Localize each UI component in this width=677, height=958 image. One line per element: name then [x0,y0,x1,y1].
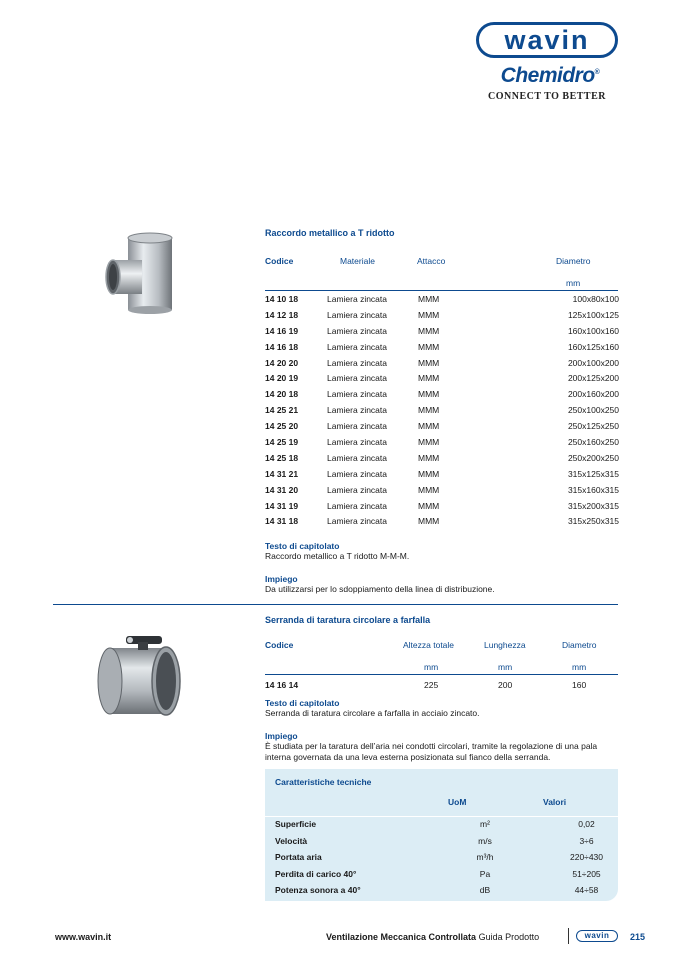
s2-col-lunghezza-header: Lunghezza [484,640,526,650]
features-col-valori: Valori [543,797,567,807]
row-codice: 14 25 18 [265,452,299,463]
s2-altezza-unit: mm [424,662,439,672]
feature-value: 0,02 [578,819,595,830]
row-codice: 14 25 21 [265,405,299,416]
features-title: Caratteristiche tecniche [275,777,372,787]
feature-row [275,866,628,883]
t-fitting-image [100,232,182,314]
row-attacco: MMM [418,325,440,336]
row-codice: 14 12 18 [265,309,299,320]
table-row [265,355,635,371]
table-row [265,370,635,386]
row-attacco: MMM [418,341,440,352]
row-diametro: 160x100x160 [567,325,619,336]
row-attacco: MMM [418,516,440,527]
section1-capitolato-text: Raccordo metallico a T ridotto M-M-M. [265,551,410,561]
row-materiale: Lamiera zincata [327,309,388,320]
row-diametro: 250x100x250 [567,405,619,416]
row-materiale: Lamiera zincata [327,405,388,416]
row-materiale: Lamiera zincata [327,341,388,352]
table-row [265,418,635,434]
feature-uom: m³/h [476,852,494,863]
row-codice: 14 20 19 [265,373,299,384]
row-attacco: MMM [418,357,440,368]
row-codice: 14 31 19 [265,500,299,511]
feature-name: Superficie [275,819,317,830]
table2-rule [265,674,618,675]
features-col-uom: UoM [448,797,467,807]
section1-capitolato-label: Testo di capitolato [265,541,340,551]
row-attacco: MMM [418,436,440,447]
wavin-logo [476,22,618,58]
s2-diametro-unit: mm [572,662,587,672]
feature-name: Perdita di carico 40° [275,868,357,879]
chemidro-logo: Chemidro® [500,64,600,87]
table-row [265,498,635,514]
row-diametro: 100x80x100 [572,293,619,304]
tagline: CONNECT TO BETTER [488,91,606,102]
feature-value: 3÷6 [579,835,594,846]
s2-row-diametro: 160 [572,680,587,690]
table-row [265,466,635,482]
row-materiale: Lamiera zincata [327,484,388,495]
row-codice: 14 10 18 [265,293,299,304]
section-divider [53,604,618,605]
table-row [265,386,635,402]
table-row [265,291,635,307]
row-materiale: Lamiera zincata [327,468,388,479]
feature-name: Portata aria [275,852,322,863]
feature-value: 44÷58 [574,885,599,896]
feature-value: 220÷430 [569,852,604,863]
row-codice: 14 25 19 [265,436,299,447]
s2-row-lunghezza: 200 [498,680,513,690]
row-diametro: 315x125x315 [567,468,619,479]
footer-logo [576,930,618,942]
features-table [275,816,628,899]
feature-row [275,882,628,899]
feature-value: 51÷205 [572,868,601,879]
wavin-logo-text: wavin [504,24,590,55]
row-codice: 14 25 20 [265,421,299,432]
section1-impiego-text: Da utilizzarsi per lo sdoppiamento della linea di distribuzione. [265,584,495,594]
feature-row [275,833,628,850]
row-diametro: 315x250x315 [567,516,619,527]
row-attacco: MMM [418,500,440,511]
section2-title: Serranda di taratura circolare a farfalla [265,615,431,625]
table-row [265,307,635,323]
section2-capitolato-label: Testo di capitolato [265,698,340,708]
feature-row [275,849,628,866]
footer-title-bold: Ventilazione Meccanica Controllata [326,932,477,942]
row-diametro: 125x100x125 [567,309,619,320]
s2-row-codice: 14 16 14 [265,680,299,690]
row-materiale: Lamiera zincata [327,293,388,304]
feature-uom: dB [479,885,491,896]
row-materiale: Lamiera zincata [327,357,388,368]
row-attacco: MMM [418,421,440,432]
row-materiale: Lamiera zincata [327,436,388,447]
row-materiale: Lamiera zincata [327,325,388,336]
footer-url[interactable]: www.wavin.it [55,932,112,942]
page-number: 215 [630,932,646,942]
section1-impiego-label: Impiego [265,574,298,584]
row-diametro: 200x125x200 [567,373,619,384]
row-materiale: Lamiera zincata [327,389,388,400]
row-codice: 14 31 18 [265,516,299,527]
feature-uom: m/s [478,835,492,846]
section1-title: Raccordo metallico a T ridotto [265,228,395,238]
row-diametro: 315x160x315 [567,484,619,495]
row-attacco: MMM [418,309,440,320]
table-row [265,434,635,450]
s2-col-altezza-header: Altezza totale [403,640,455,650]
row-attacco: MMM [418,452,440,463]
table-row [265,323,635,339]
footer-title-normal: Guida Prodotto [478,932,540,942]
chemidro-logo-text: Chemidro [500,64,595,87]
row-diametro: 250x200x250 [567,452,619,463]
damper-image [92,628,192,722]
row-materiale: Lamiera zincata [327,500,388,511]
row-attacco: MMM [418,293,440,304]
footer-separator [568,928,569,944]
row-diametro: 250x160x250 [567,436,619,447]
section2-impiego-line2: interna governata da una leva esterna posizionata sul fianco della serranda. [265,752,551,762]
table-row [265,513,635,529]
row-diametro: 160x125x160 [567,341,619,352]
s2-row-altezza: 225 [424,680,439,690]
s2-col-codice-header: Codice [265,640,294,650]
table-row [265,339,635,355]
s2-col-diametro-header: Diametro [562,640,597,650]
row-attacco: MMM [418,389,440,400]
row-attacco: MMM [418,484,440,495]
col-attacco-header: Attacco [417,256,446,266]
row-materiale: Lamiera zincata [327,452,388,463]
feature-name: Velocità [275,835,308,846]
feature-name: Potenza sonora a 40° [275,885,361,896]
row-diametro: 315x200x315 [567,500,619,511]
row-attacco: MMM [418,405,440,416]
table-row [265,482,635,498]
row-diametro: 200x160x200 [567,389,619,400]
row-materiale: Lamiera zincata [327,516,388,527]
col-diametro-header: Diametro [556,256,591,266]
row-codice: 14 16 19 [265,325,299,336]
section2-impiego-line1: È studiata per la taratura dell’aria nei condotti circolari, tramite la regolazione di una pala [265,741,598,751]
feature-uom: Pa [479,868,491,879]
row-materiale: Lamiera zincata [327,421,388,432]
row-codice: 14 31 20 [265,484,299,495]
row-diametro: 200x100x200 [567,357,619,368]
feature-row [275,816,628,833]
s2-lunghezza-unit: mm [498,662,513,672]
row-codice: 14 16 18 [265,341,299,352]
section2-impiego-label: Impiego [265,731,298,741]
table-row [265,402,635,418]
row-attacco: MMM [418,468,440,479]
footer-title [326,932,539,942]
col-materiale-header: Materiale [340,256,375,266]
row-codice: 14 20 18 [265,389,299,400]
section2-capitolato-text: Serranda di taratura circolare a farfalla in acciaio zincato. [265,708,480,718]
col-diametro-unit: mm [566,278,581,288]
row-attacco: MMM [418,373,440,384]
row-diametro: 250x125x250 [567,421,619,432]
row-codice: 14 31 21 [265,468,299,479]
col-codice-header: Codice [265,256,294,266]
table-row [265,450,635,466]
feature-uom: m² [480,819,490,830]
row-codice: 14 20 20 [265,357,299,368]
footer-logo-text: wavin [584,931,610,940]
table1 [265,291,635,529]
row-materiale: Lamiera zincata [327,373,388,384]
